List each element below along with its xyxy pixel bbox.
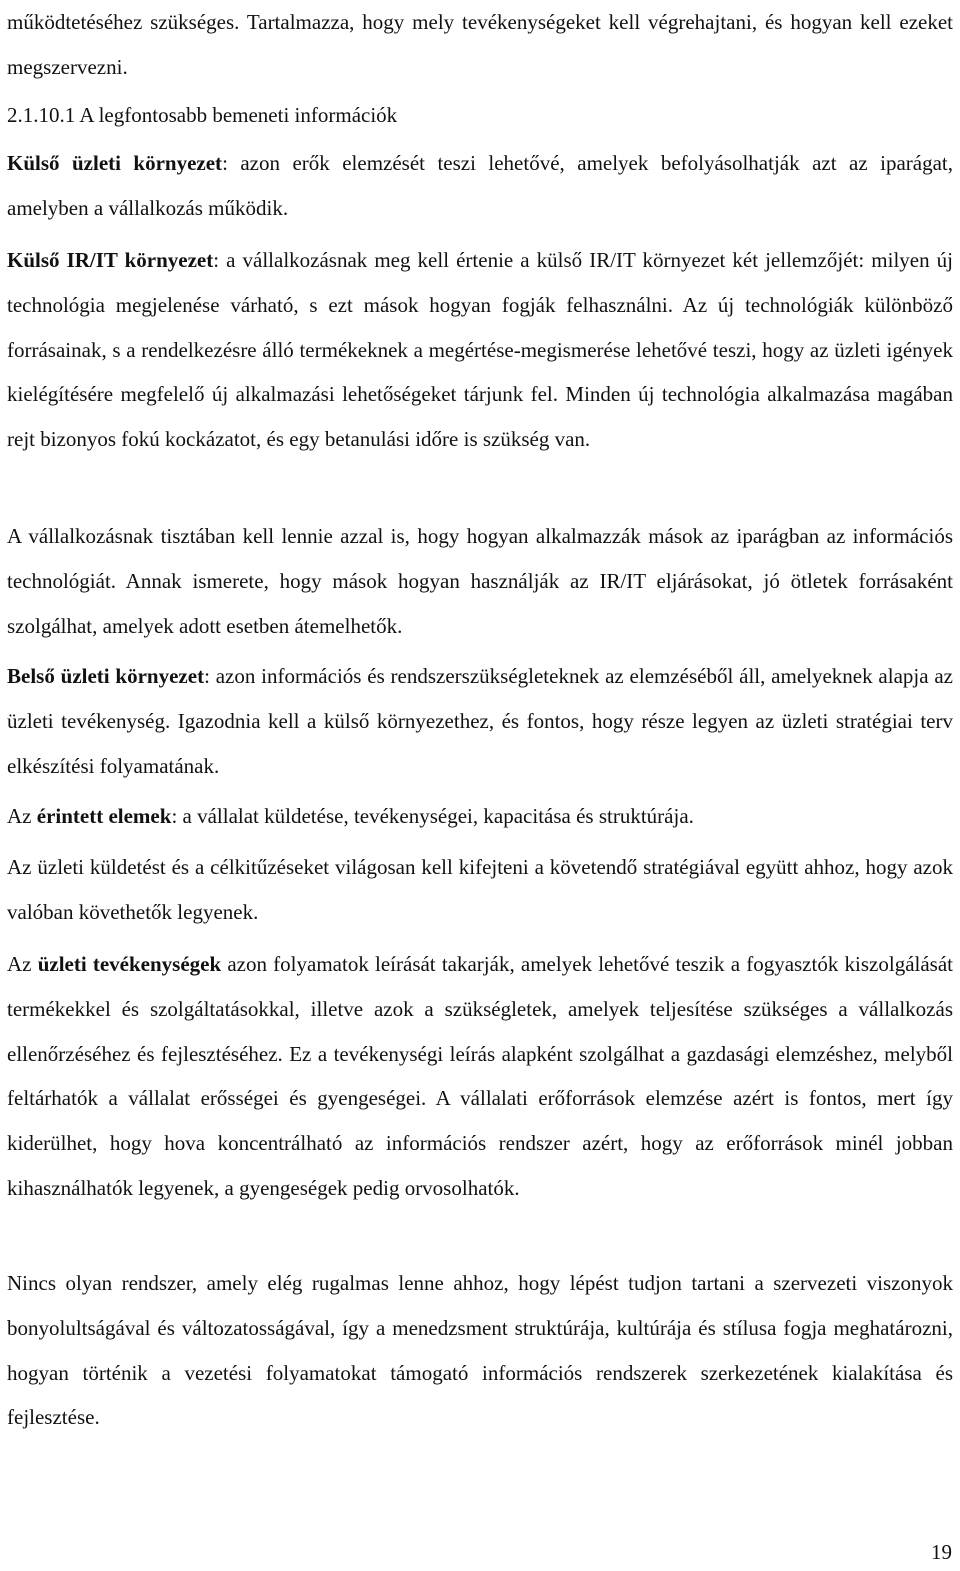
text-run: Az üzleti küldetést és a célkitűzéseket világosan kell kifejteni a követendő stratégiával együtt ahhoz, hogy azok valóban követhetők legyenek. (7, 855, 953, 924)
text-run: : a vállalkozásnak meg kell értenie a külső IR/IT környezet két jellemzőjét: milyen új technológia megjelenése várható, s ezt mások hogyan fogják felhasználni. Az új technológiák különböző forrásainak, s a rendelkezésre álló termékeknek a megértése-megismerése lehetővé teszi, hogy az üzleti igények kielégítésére megfelelő új alkalmazási lehetőségeket tárjunk fel. Minden új technológia alkalmazása magában rejt bizonyos fokú kockázatot, és egy betanulási időre is szükség van. (7, 248, 953, 452)
text-run: Nincs olyan rendszer, amely elég rugalmas lenne ahhoz, hogy lépést tudjon tartani a szervezeti viszonyok bonyolultságával és változatosságával, így a menedzsment struktúrája, kultúrája és stílusa fogja meghatározni, hogyan történik a vezetési folyamatokat támogató információs rendszerek szerkezetének kialakítása és fejlesztése. (7, 1271, 953, 1430)
paragraph-industry-it-usage (7, 514, 953, 648)
paragraph-affected-elements (7, 794, 953, 839)
paragraph-business-mission (7, 845, 953, 935)
paragraph-external-business-environment (7, 141, 953, 231)
term-bold: üzleti tevékenységek (37, 952, 222, 976)
paragraph-continuation (7, 0, 953, 90)
text-run: : azon erők elemzését teszi lehetővé, amelyek befolyásolhatják azt az iparágat, amelyben a vállalkozás működik. (7, 151, 953, 220)
text-run: azon folyamatok leírását takarják, amelyek lehetővé teszik a fogyasztók kiszolgálását termékekkel és szolgáltatásokkal, illetve azok a szükségletek, amelyek teljesítése szükséges a vállalkozás ellenőrzéséhez és fejlesztéséhez. Ez a tevékenységi leírás alapként szolgálhat a gazdasági elemzéshez, melyből feltárhatók a vállalat erősségei és gyengeségei. A vállalati erőforrások elemzése azért is fontos, mert így kiderülhet, hogy hova koncentrálható az információs rendszer azért, hogy az erőforrások minél jobban kihasználhatók legyenek, a gyengeségek pedig orvosolhatók. (7, 952, 953, 1200)
term-bold: Külső üzleti környezet (7, 151, 223, 175)
text-run: A vállalkozásnak tisztában kell lennie azzal is, hogy hogyan alkalmazzák mások az iparágban az információs technológiát. Annak ismerete, hogy mások hogyan használják az IR/IT eljárásokat, jó ötletek forrásaként szolgálhat, amelyek adott esetben átemelhetők. (7, 524, 953, 638)
page-number: 19 (931, 1540, 952, 1564)
text-run: : azon információs és rendszerszükségleteknek az elemzéséből áll, amelyeknek alapja az üzleti tevékenység. Igazodnia kell a külső környezethez, és fontos, hogy része legyen az üzleti stratégiai terv elkészítési folyamatának. (7, 664, 953, 778)
term-bold: Belső üzleti környezet (7, 664, 205, 688)
text-run: működtetéséhez szükséges. Tartalmazza, hogy mely tevékenységeket kell végrehajtani, és hogyan kell ezeket megszervezni. (7, 10, 953, 79)
paragraph-business-activities (7, 942, 953, 1211)
section-heading (7, 93, 953, 138)
term-bold: érintett elemek (36, 804, 172, 828)
text-run: Az (7, 952, 38, 976)
paragraph-internal-business-environment (7, 654, 953, 788)
term-bold: Külső IR/IT környezet (7, 248, 214, 272)
heading-text: 2.1.10.1 A legfontosabb bemeneti információk (7, 103, 398, 127)
paragraph-no-flexible-system (7, 1261, 953, 1440)
paragraph-external-it-environment (7, 238, 953, 462)
text-run: Az (7, 804, 37, 828)
text-run: : a vállalat küldetése, tevékenységei, kapacitása és struktúrája. (171, 804, 694, 828)
